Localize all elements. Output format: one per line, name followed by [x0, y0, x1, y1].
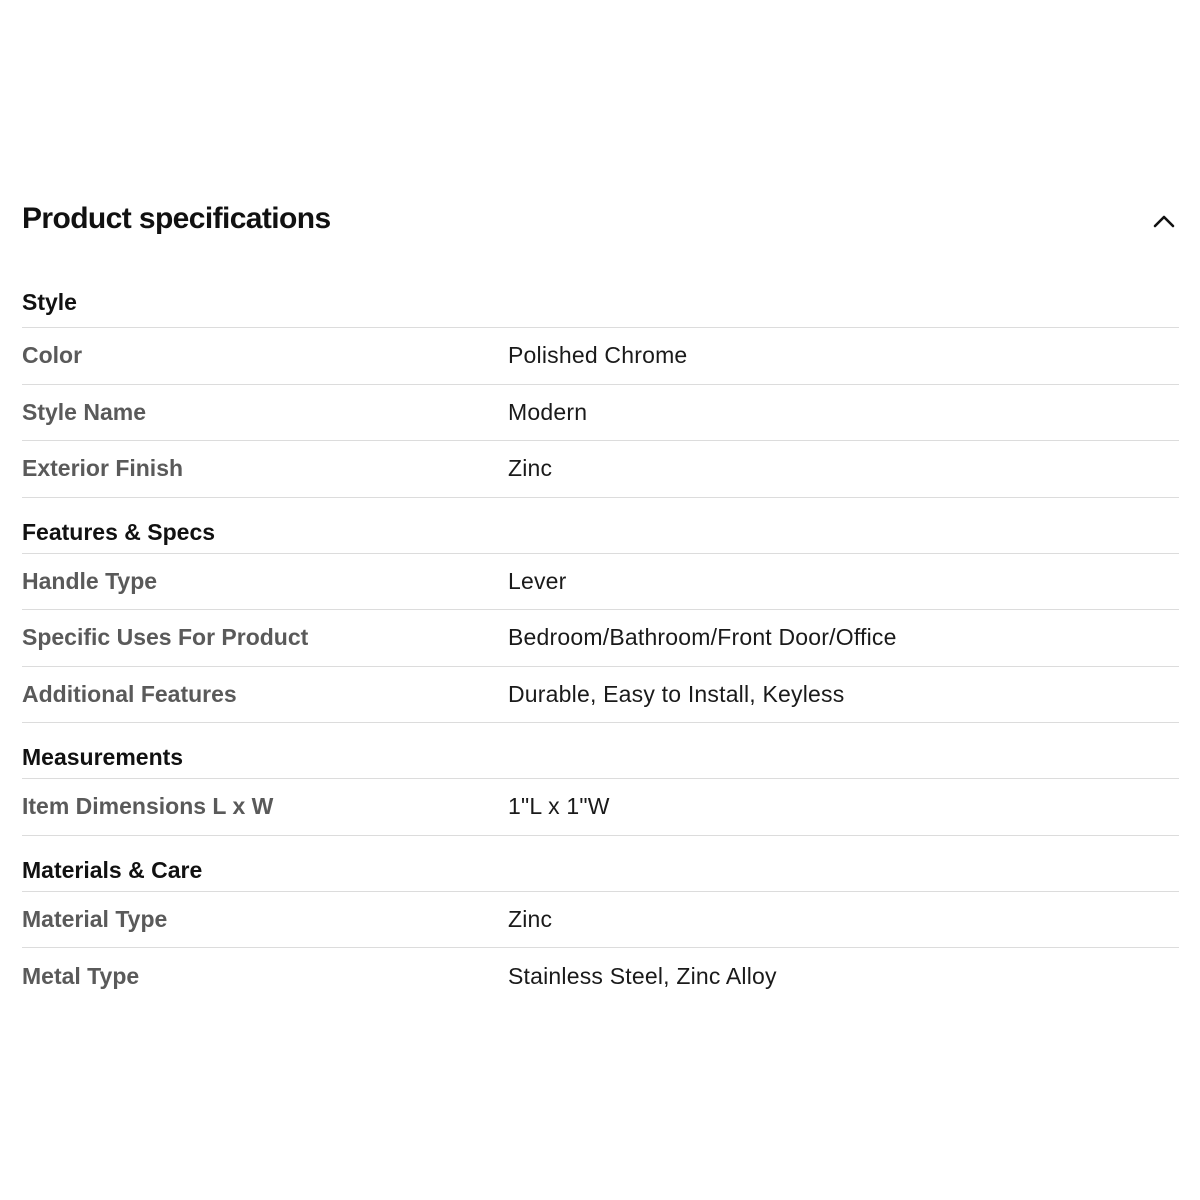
spec-row-handle-type: [22, 554, 1179, 611]
section-materials-care: [22, 836, 1179, 1005]
product-specifications-panel: [22, 180, 1179, 1005]
spec-label: Handle Type: [22, 567, 158, 594]
section-features-specs: [22, 498, 1179, 724]
spec-label: Style Name: [22, 398, 147, 425]
spec-value: Lever: [508, 567, 567, 594]
panel-header[interactable]: [22, 180, 1179, 270]
spec-label: Color: [22, 342, 83, 369]
spec-row-metal-type: [22, 948, 1179, 1005]
spec-value: Zinc: [508, 455, 553, 482]
spec-value: Zinc: [508, 905, 553, 932]
section-measurements: [22, 723, 1179, 836]
collapse-toggle-button[interactable]: [1149, 206, 1179, 236]
spec-row-item-dimensions: [22, 779, 1179, 836]
section-heading: Style: [22, 270, 1179, 328]
spec-row-specific-uses: [22, 610, 1179, 667]
section-heading: Features & Specs: [22, 498, 1179, 554]
spec-row-color: [22, 328, 1179, 385]
spec-label: Metal Type: [22, 962, 140, 989]
panel-title: Product specifications: [22, 202, 331, 235]
spec-value: Bedroom/Bathroom/Front Door/Office: [508, 624, 897, 651]
spec-row-style-name: [22, 385, 1179, 442]
section-heading: Measurements: [22, 723, 1179, 779]
spec-value: Stainless Steel, Zinc Alloy: [508, 962, 777, 989]
spec-row-additional-features: [22, 667, 1179, 724]
spec-label: Item Dimensions L x W: [22, 793, 274, 820]
spec-value: Modern: [508, 398, 588, 425]
spec-row-exterior-finish: [22, 441, 1179, 498]
spec-label: Material Type: [22, 905, 168, 932]
spec-value: Polished Chrome: [508, 342, 688, 369]
spec-label: Exterior Finish: [22, 455, 184, 482]
section-heading: Materials & Care: [22, 836, 1179, 892]
spec-value: Durable, Easy to Install, Keyless: [508, 680, 845, 707]
spec-row-material-type: [22, 892, 1179, 949]
section-style: [22, 270, 1179, 498]
spec-value: 1"L x 1"W: [508, 793, 610, 820]
chevron-up-icon: [1153, 214, 1175, 228]
spec-label: Specific Uses For Product: [22, 624, 309, 651]
spec-label: Additional Features: [22, 680, 237, 707]
